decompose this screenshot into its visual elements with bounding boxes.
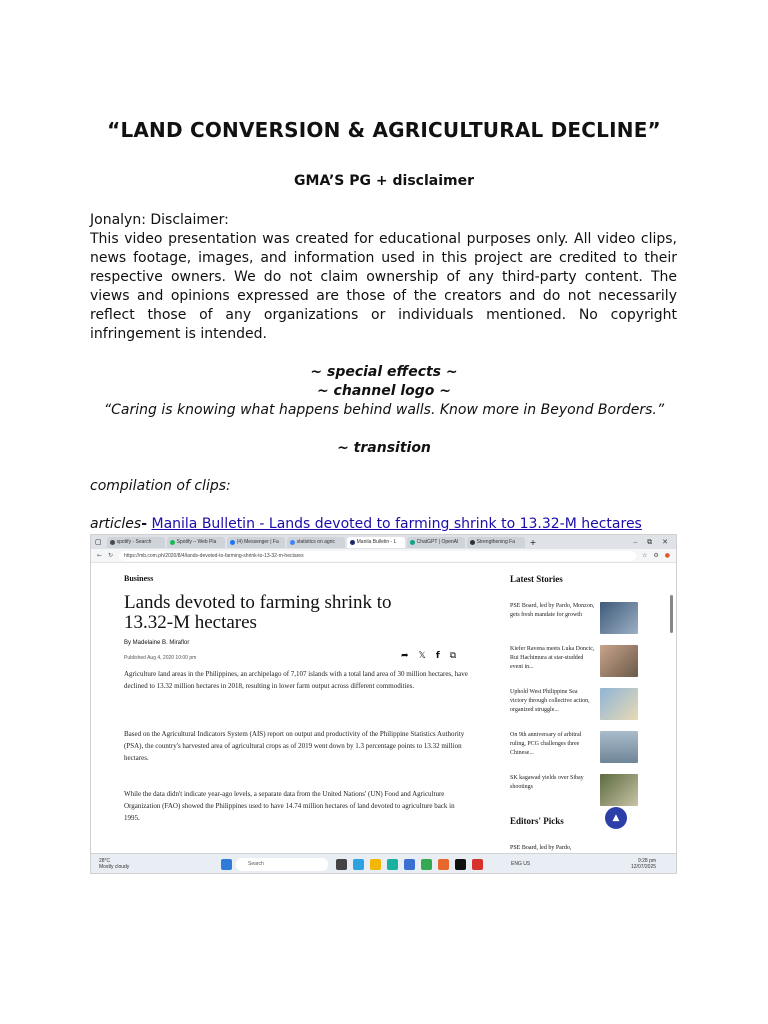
article-paragraph: While the data didn't indicate year-ago levels, a separate data from the United Nations' (UN) Food and Agriculture Organization (FAO) showed the Philippines used to have 14.74 million hectares of land devoted to agriculture back in 1995. xyxy=(124,790,455,822)
browser-tab[interactable] xyxy=(227,537,285,548)
browser-tab[interactable] xyxy=(407,537,465,548)
tab-favicon-icon xyxy=(350,540,355,545)
article-screenshot xyxy=(90,534,677,874)
window-controls xyxy=(634,538,676,547)
editors-pick-item[interactable]: PSE Board, led by Pardo, xyxy=(510,845,572,851)
story-thumbnail[interactable] xyxy=(600,688,638,720)
weather-desc: Mostly cloudy xyxy=(99,864,130,870)
store-icon[interactable] xyxy=(404,859,415,870)
document-title: “LAND CONVERSION & AGRICULTURAL DECLINE” xyxy=(107,118,661,142)
latest-story[interactable]: Uphold West Philippine Sea victory through collective action, organized struggle... xyxy=(510,689,590,713)
url-field[interactable]: https://mb.com.ph/2020/8/4/lands-devoted-to-farming-shrink-to-13-32-m-hectares xyxy=(119,551,636,561)
star-icon[interactable]: ☆ xyxy=(641,552,648,559)
browser-tab[interactable] xyxy=(107,537,165,548)
articles-label: articles xyxy=(90,516,142,532)
wps-icon[interactable] xyxy=(472,859,483,870)
tab-favicon-icon xyxy=(410,540,415,545)
article-date: Published Aug 4, 2020 10:00 pm xyxy=(124,655,197,661)
tab-favicon-icon xyxy=(110,540,115,545)
latest-stories-title: Latest Stories xyxy=(510,574,563,584)
editors-picks-title: Editors' Picks xyxy=(510,816,564,826)
compilation-label: compilation of clips: xyxy=(90,478,231,494)
tab-favicon-icon xyxy=(170,540,175,545)
tab-label: Manila Bulletin - L xyxy=(356,539,397,545)
latest-story[interactable]: On 9th anniversary of arbitral ruling, PCG challenges three Chinese... xyxy=(510,732,582,756)
browser-tab[interactable] xyxy=(347,537,405,548)
photos-app-icon[interactable] xyxy=(353,859,364,870)
weather-temp: 28°C xyxy=(99,858,111,864)
windows-start-icon[interactable] xyxy=(221,859,232,870)
article-headline: Lands devoted to farming shrink to 13.32-M hectares xyxy=(124,592,392,633)
tiktok-icon[interactable] xyxy=(455,859,466,870)
copy-link-icon[interactable]: ⧉ xyxy=(449,651,457,661)
tab-actions-icon[interactable]: ▢ xyxy=(95,538,102,546)
task-view-icon[interactable] xyxy=(336,859,347,870)
taskbar-search[interactable]: Search xyxy=(236,858,328,871)
story-thumbnail[interactable] xyxy=(600,731,638,763)
article-section[interactable]: Business xyxy=(124,574,154,583)
articles-dash: - xyxy=(141,516,148,532)
browser-tab[interactable] xyxy=(167,537,225,548)
profile-icon[interactable]: ● xyxy=(664,552,670,559)
tab-label: Strengthening Fa xyxy=(476,539,515,545)
story-thumbnail[interactable] xyxy=(600,645,638,677)
system-tray[interactable] xyxy=(511,861,530,867)
article-paragraph: Based on the Agricultural Indicators System (AIS) report on output and productivity of the Philippine Statistics Authority (PSA), the country's harvested area of agricultural crops as of 2019 went down by 1.3 percentage points to 13.32 million hectares. xyxy=(124,730,465,762)
latest-story[interactable]: Kiefer Ravena meets Luka Doncic, Rui Hachimura at star-studded event in... xyxy=(510,646,595,670)
page-scrollbar[interactable] xyxy=(670,595,673,633)
tab-label: ChatGPT | OpenAI xyxy=(416,539,459,545)
edge-icon[interactable] xyxy=(387,859,398,870)
back-icon[interactable]: ← xyxy=(97,552,103,559)
clock-time: 9:28 pm xyxy=(637,858,657,864)
tab-label: spotify - Search xyxy=(116,539,152,545)
share-icon[interactable]: ➦ xyxy=(401,651,409,661)
new-tab-icon[interactable]: + xyxy=(529,537,537,547)
restore-icon[interactable]: ⧉ xyxy=(647,537,653,546)
taskbar-clock[interactable] xyxy=(631,858,656,870)
tray-lang: ENG xyxy=(511,861,522,867)
article-byline[interactable]: By Madelaine B. Miraflor xyxy=(124,640,190,646)
articles-line xyxy=(90,515,677,534)
share-icons xyxy=(401,651,456,661)
tab-favicon-icon xyxy=(290,540,295,545)
weather-widget[interactable] xyxy=(99,858,129,870)
tagline-quote: “Caring is knowing what happens behind walls. Know more in Beyond Borders.” xyxy=(103,402,665,418)
address-bar xyxy=(91,549,676,563)
clock-date: 12/07/2025 xyxy=(631,864,657,870)
browser-tab[interactable] xyxy=(467,537,525,548)
latest-story[interactable]: SK kagawad yields over Sibay shootings xyxy=(510,775,584,790)
reload-icon[interactable]: ↻ xyxy=(108,552,114,559)
facebook-icon[interactable]: f xyxy=(435,651,440,661)
browser-tab-bar xyxy=(91,535,676,549)
disclaimer-paragraph: This video presentation was created for educational purposes only. All video clips, news footage, images, and information used in this project are credited to their respective owners. We do not claim ownership of any third-party content. The views and opinions expressed are those of the creators and do not necessarily reflect those of any organizations or individuals mentioned. No copyright infringement is intended. xyxy=(90,231,677,342)
tab-favicon-icon xyxy=(470,540,475,545)
extensions-icon[interactable]: ⚙ xyxy=(653,552,659,559)
windows-taskbar xyxy=(91,853,676,874)
chrome-icon[interactable] xyxy=(421,859,432,870)
document-subtitle: GMA’S PG + disclaimer xyxy=(294,173,474,189)
story-thumbnail[interactable] xyxy=(600,602,638,634)
transition-line: ~ transition xyxy=(337,440,431,456)
channel-logo-line: ~ channel logo ~ xyxy=(316,383,452,399)
tray-region: US xyxy=(523,861,531,867)
speaker-label: Jonalyn: Disclaimer: xyxy=(90,212,229,228)
article-link[interactable]: Manila Bulletin - Lands devoted to farming shrink to 13.32-M hectares xyxy=(151,516,642,532)
bell-icon: ▲ xyxy=(612,813,620,823)
latest-story[interactable]: PSE Board, led by Pardo, Monzon, gets fresh mandate for growth xyxy=(510,603,595,618)
tab-favicon-icon xyxy=(230,540,235,545)
notification-bell-button[interactable] xyxy=(605,807,627,829)
browser-tab[interactable] xyxy=(287,537,345,548)
close-icon[interactable]: ✕ xyxy=(662,537,668,546)
tab-label: Spotify – Web Pla xyxy=(176,539,217,545)
minimize-icon[interactable]: – xyxy=(633,537,638,546)
firefox-icon[interactable] xyxy=(438,859,449,870)
address-icons xyxy=(642,552,676,559)
article-paragraph: Agriculture land areas in the Philippines, an archipelago of 7,107 islands with a total land area of 30 million hectares, have declined to 13.32 million hectares in 2018, resulting in lower farm output across different commodities. xyxy=(124,670,468,690)
file-explorer-icon[interactable] xyxy=(370,859,381,870)
tab-label: statistics on agric xyxy=(296,539,335,545)
special-effects-line: ~ special effects ~ xyxy=(310,364,458,380)
tab-label: (4) Messenger | Fa xyxy=(236,539,279,545)
story-thumbnail[interactable] xyxy=(600,774,638,806)
x-icon[interactable]: 𝕏 xyxy=(418,651,426,661)
